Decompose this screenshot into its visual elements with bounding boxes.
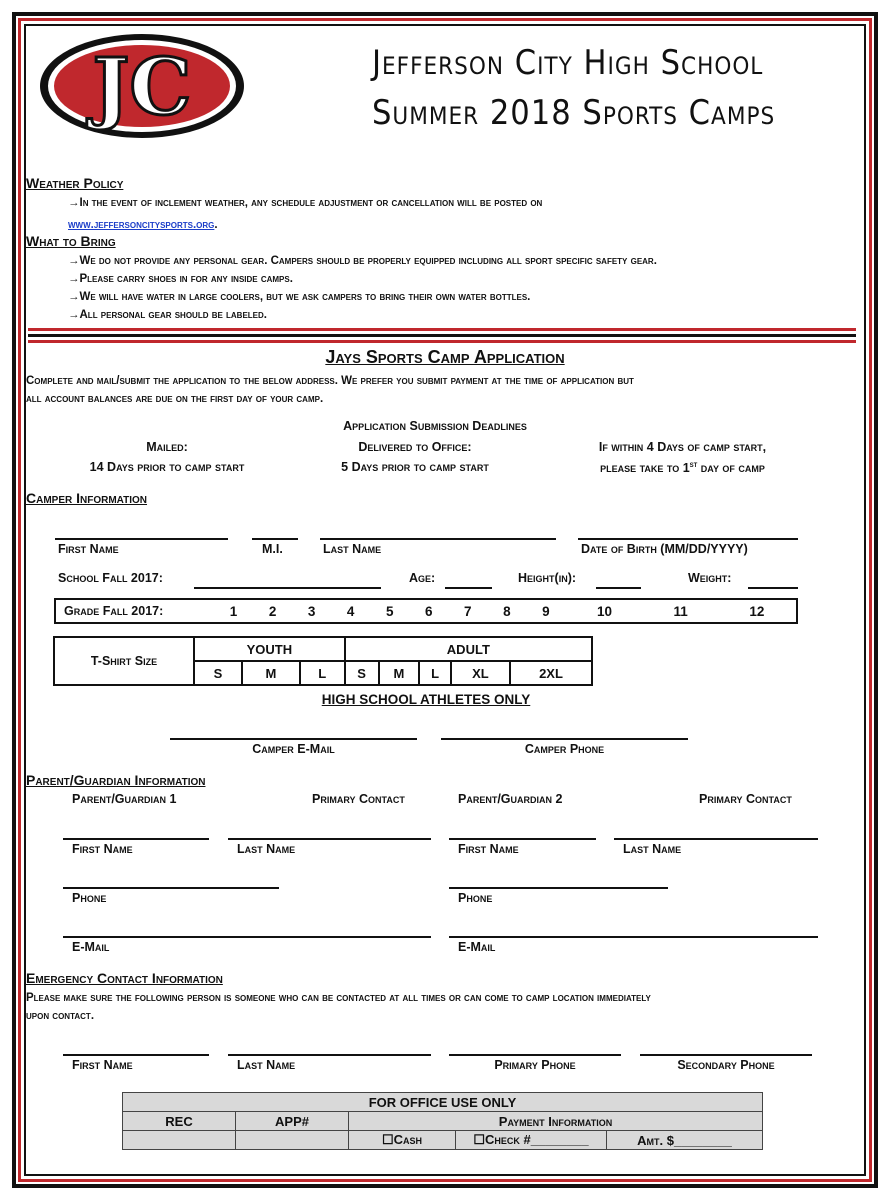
camper-last-name-label: Last Name [323, 542, 382, 556]
office-use-table [122, 1092, 763, 1150]
guardian-2-primary-contact[interactable]: Primary Contact [699, 792, 792, 806]
guardian-1-label: Parent/Guardian 1 [72, 792, 177, 806]
within-value-pre: please take to 1 [600, 461, 690, 476]
camper-email-label: Camper E-Mail [252, 742, 335, 756]
g2-last-name-line[interactable] [614, 838, 818, 840]
office-rec-cell [123, 1131, 236, 1150]
office-payment-label: Payment Information [349, 1112, 763, 1131]
mailed-value: 14 Days prior to camp start [89, 460, 245, 474]
adult-size-option[interactable]: S [345, 661, 379, 685]
emergency-secondary-phone-label: Secondary Phone [677, 1058, 775, 1072]
camper-mi-line[interactable] [252, 538, 298, 540]
office-amount-field[interactable]: Amt. $________ [607, 1131, 763, 1150]
adult-size-option[interactable]: 2XL [510, 661, 592, 685]
camper-email-line[interactable] [170, 738, 417, 740]
g2-phone-label: Phone [458, 891, 493, 905]
grade-option[interactable]: 2 [268, 603, 277, 619]
height-line[interactable] [596, 587, 641, 589]
grade-option[interactable]: 8 [503, 603, 511, 619]
g2-first-name-label: First Name [458, 842, 519, 856]
g1-first-name-label: First Name [72, 842, 133, 856]
bring-item: →We will have water in large coolers, but we ask campers to bring their own water bottles. [68, 291, 531, 303]
bring-heading: What to Bring [26, 233, 116, 249]
g1-phone-label: Phone [72, 891, 107, 905]
emergency-last-name-line[interactable] [228, 1054, 431, 1056]
camper-mi-label: M.I. [262, 542, 283, 556]
adult-header: ADULT [345, 637, 592, 661]
youth-size-option[interactable]: M [242, 661, 300, 685]
adult-size-option[interactable]: M [379, 661, 420, 685]
deadlines-heading: Application Submission Deadlines [343, 419, 527, 433]
within-value-post: day of camp [697, 461, 765, 476]
age-line[interactable] [445, 587, 492, 589]
within-sup: st [689, 460, 698, 469]
g1-phone-line[interactable] [63, 887, 279, 889]
camper-first-name-line[interactable] [55, 538, 228, 540]
emergency-secondary-phone-line[interactable] [640, 1054, 812, 1056]
g2-email-label: E-Mail [458, 940, 496, 954]
grade-option[interactable]: 7 [464, 603, 472, 619]
tshirt-label: T-Shirt Size [54, 637, 194, 685]
office-app-cell [236, 1131, 349, 1150]
emergency-heading: Emergency Contact Information [26, 970, 223, 986]
g1-email-line[interactable] [63, 936, 431, 938]
g2-last-name-label: Last Name [623, 842, 682, 856]
jc-logo [38, 32, 246, 140]
g2-email-line[interactable] [449, 936, 818, 938]
weather-heading: Weather Policy [26, 175, 124, 191]
camper-phone-label: Camper Phone [524, 742, 605, 756]
office-rec-label: REC [123, 1112, 236, 1131]
parent-heading: Parent/Guardian Information [26, 772, 206, 788]
office-check-field[interactable]: ☐Check #________ [456, 1131, 607, 1150]
weight-label: Weight: [688, 571, 732, 585]
grade-label: Grade Fall 2017: [64, 604, 164, 618]
camper-phone-line[interactable] [441, 738, 688, 740]
weather-link-line [68, 215, 218, 233]
page-title [372, 40, 792, 136]
grade-row [54, 598, 798, 624]
hs-only-label: HIGH SCHOOL ATHLETES ONLY [321, 692, 531, 707]
g2-first-name-line[interactable] [449, 838, 596, 840]
logo-text: JC [92, 42, 192, 133]
within-label: If within 4 Days of camp start, [598, 440, 767, 454]
delivered-label: Delivered to Office: [358, 440, 472, 454]
office-cash-checkbox[interactable]: ☐Cash [349, 1131, 456, 1150]
youth-size-option[interactable]: L [300, 661, 345, 685]
g1-last-name-line[interactable] [228, 838, 431, 840]
emergency-last-name-label: Last Name [237, 1058, 296, 1072]
camper-heading: Camper Information [26, 490, 148, 506]
school-line[interactable] [194, 587, 381, 589]
title-line-2: Summer 2018 Sports Camps [372, 93, 776, 133]
bring-item: →We do not provide any personal gear. Campers should be properly equipped including all sport specific safety gear. [68, 255, 657, 267]
school-label: School Fall 2017: [58, 571, 163, 585]
office-app-label: APP# [236, 1112, 349, 1131]
g1-email-label: E-Mail [72, 940, 110, 954]
title-line-1: Jefferson City High School [372, 43, 764, 83]
within-value [560, 460, 805, 475]
adult-size-option[interactable]: XL [451, 661, 510, 685]
weather-link[interactable]: www.jeffersoncitysports.org [68, 219, 215, 231]
office-heading: FOR OFFICE USE ONLY [123, 1093, 763, 1112]
grade-option[interactable]: 10 [596, 603, 612, 619]
mailed-label: Mailed: [146, 440, 188, 454]
divider-black [28, 334, 856, 337]
guardian-2-label: Parent/Guardian 2 [458, 792, 563, 806]
youth-size-option[interactable]: S [194, 661, 242, 685]
weight-line[interactable] [748, 587, 798, 589]
adult-size-option[interactable]: L [419, 661, 451, 685]
height-label: Height(in): [518, 571, 577, 585]
camper-dob-line[interactable] [578, 538, 798, 540]
guardian-1-primary-contact[interactable]: Primary Contact [312, 792, 405, 806]
emergency-text-1: Please make sure the following person is someone who can be contacted at all times or can come to camp location immediately [26, 992, 651, 1004]
emergency-primary-phone-label: Primary Phone [494, 1058, 576, 1072]
youth-header: YOUTH [194, 637, 345, 661]
emergency-first-name-line[interactable] [63, 1054, 209, 1056]
emergency-first-name-label: First Name [72, 1058, 133, 1072]
grade-option[interactable]: 1 [229, 603, 238, 619]
tshirt-table [53, 636, 593, 686]
delivered-value: 5 Days prior to camp start [341, 460, 489, 474]
grade-option[interactable]: 3 [307, 603, 316, 619]
grade-option[interactable]: 4 [346, 603, 355, 619]
divider-red [28, 328, 856, 331]
weather-link-suffix: . [214, 219, 218, 231]
grade-option[interactable]: 6 [425, 603, 433, 619]
g1-last-name-label: Last Name [237, 842, 296, 856]
g2-phone-line[interactable] [449, 887, 668, 889]
g1-first-name-line[interactable] [63, 838, 209, 840]
application-heading: Jays Sports Camp Application [325, 347, 565, 367]
age-label: Age: [409, 571, 436, 585]
bring-item: →Please carry shoes in for any inside camps. [68, 273, 293, 285]
camper-dob-label: Date of Birth (MM/DD/YYYY) [581, 542, 748, 556]
camper-first-name-label: First Name [58, 542, 119, 556]
grade-option[interactable]: 12 [749, 603, 765, 619]
grade-option[interactable]: 11 [673, 603, 688, 619]
emergency-text-2: upon contact. [26, 1010, 95, 1022]
divider-red [28, 340, 856, 343]
application-intro-1: Complete and mail/submit the application to the below address. We prefer you submit payment at the time of application but [26, 375, 634, 387]
grade-option[interactable]: 9 [542, 603, 550, 619]
camper-last-name-line[interactable] [320, 538, 556, 540]
grade-option[interactable]: 5 [385, 603, 394, 619]
application-intro-2: all account balances are due on the first day of your camp. [26, 393, 324, 405]
emergency-primary-phone-line[interactable] [449, 1054, 621, 1056]
weather-text: →In the event of inclement weather, any schedule adjustment or cancellation will be posted on [68, 197, 543, 209]
bring-item: →All personal gear should be labeled. [68, 309, 267, 321]
